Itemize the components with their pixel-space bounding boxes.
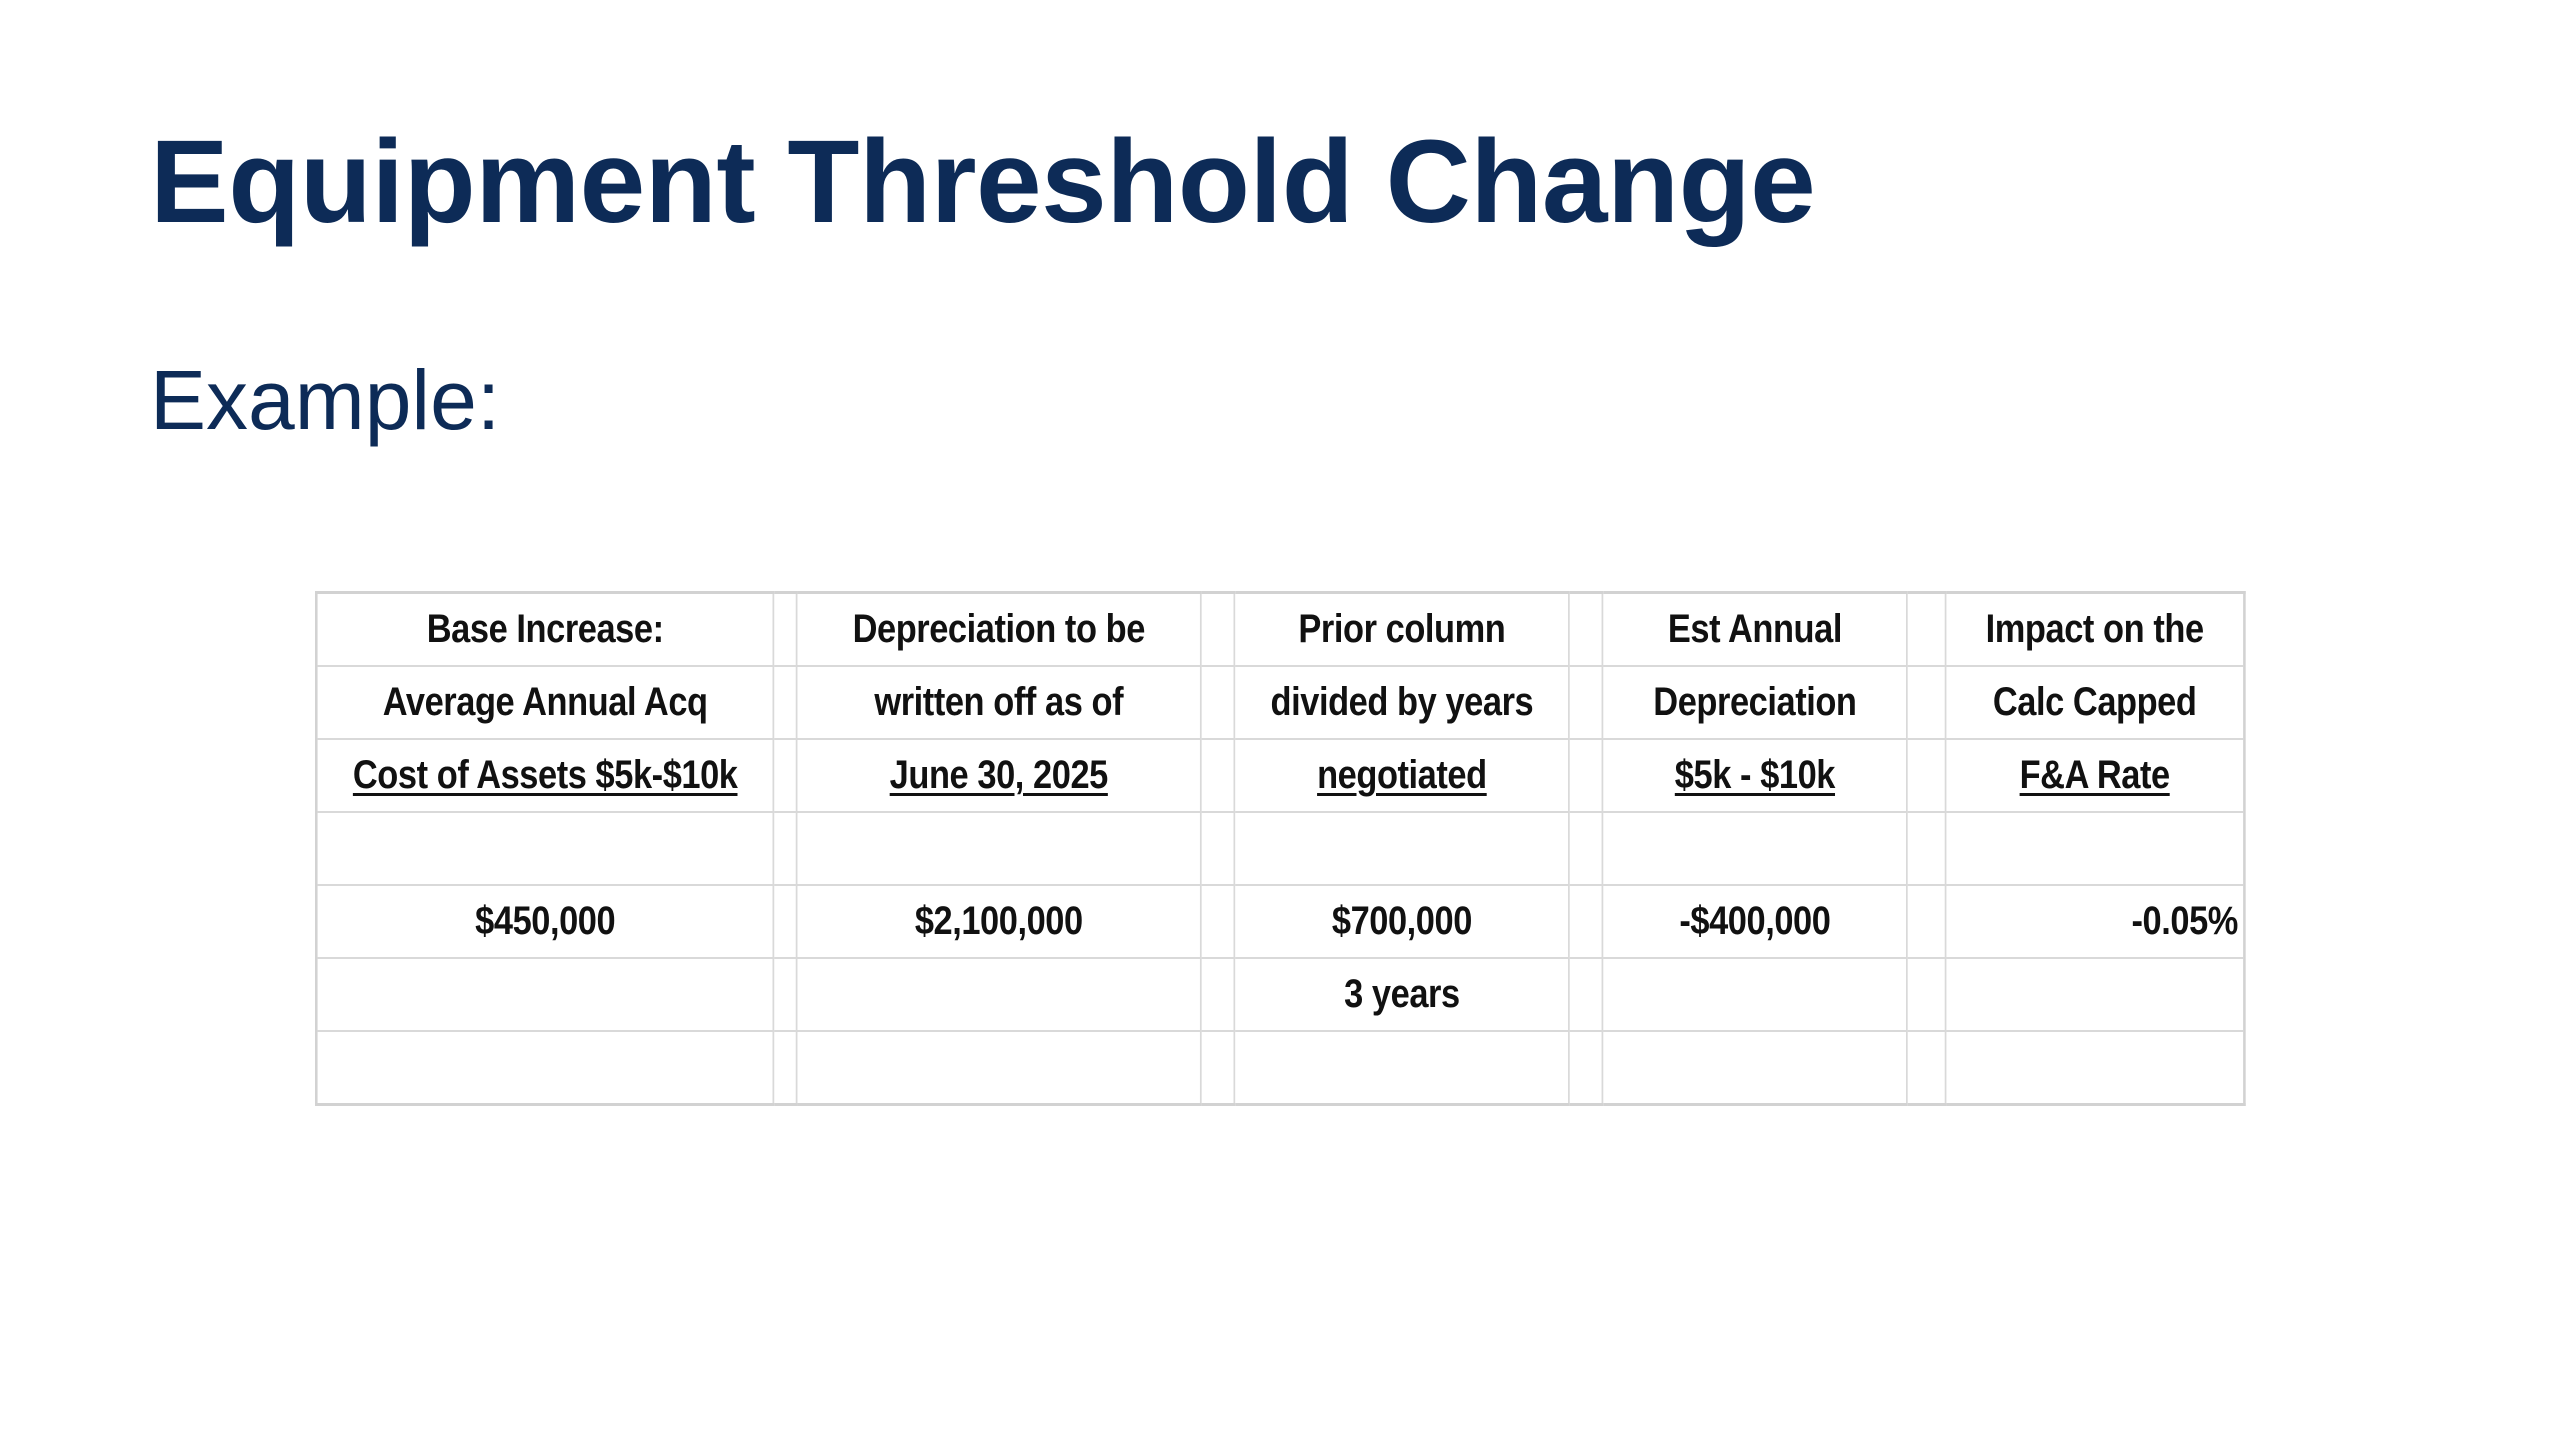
table-spacer-cell: [1201, 812, 1235, 885]
example-table: [315, 591, 2246, 1106]
est-annual-depreciation-value: -$400,000: [1603, 885, 1907, 958]
table-cell: [316, 812, 773, 885]
table-spacer-cell: [1201, 885, 1235, 958]
table-cell: [1945, 739, 2244, 812]
table-cell: [796, 1031, 1201, 1105]
underlined-header-text: $5k - $10k: [1674, 753, 1836, 797]
underlined-header-text: F&A Rate: [2019, 753, 2170, 797]
table-spacer-cell: [1569, 958, 1603, 1031]
table-cell: [1603, 739, 1907, 812]
slide-subtitle: Example:: [150, 353, 501, 447]
underlined-header-text: June 30, 2025: [889, 753, 1108, 797]
table-spacer-cell: [774, 593, 797, 667]
table-cell: Calc Capped: [1945, 666, 2244, 739]
table-cell: [1945, 1031, 2244, 1105]
fa-rate-impact-value: -0.05%: [1945, 885, 2244, 958]
prior-column-divided-value: $700,000: [1235, 885, 1569, 958]
table-spacer-cell: [1201, 666, 1235, 739]
table-cell: [1235, 812, 1569, 885]
table-note-row: [316, 958, 2244, 1031]
table-cell: written off as of: [796, 666, 1201, 739]
table-spacer-cell: [1569, 1031, 1603, 1105]
table-spacer-cell: [1907, 666, 1945, 739]
table-spacer-cell: [1569, 812, 1603, 885]
underlined-header-text: negotiated: [1317, 753, 1487, 797]
table-spacer-cell: [1907, 812, 1945, 885]
table-spacer-cell: [1201, 739, 1235, 812]
underlined-header-text: Cost of Assets $5k-$10k: [352, 753, 738, 797]
table-cell: Est Annual: [1603, 593, 1907, 667]
table-cell: [796, 739, 1201, 812]
table-spacer-cell: [1907, 593, 1945, 667]
table-spacer-cell: [1907, 958, 1945, 1031]
table-spacer-cell: [1569, 666, 1603, 739]
table-cell: [1235, 1031, 1569, 1105]
base-increase-value: $450,000: [316, 885, 773, 958]
table-spacer-cell: [1907, 885, 1945, 958]
table-spacer-cell: [1201, 593, 1235, 667]
table-spacer-cell: [774, 958, 797, 1031]
table-cell: Depreciation: [1603, 666, 1907, 739]
table-cell: Prior column: [1235, 593, 1569, 667]
table-cell: divided by years: [1235, 666, 1569, 739]
table-spacer-cell: [1201, 958, 1235, 1031]
table-cell: Impact on the: [1945, 593, 2244, 667]
table-spacer-cell: [774, 739, 797, 812]
table-spacer-cell: [1569, 593, 1603, 667]
table-cell: [796, 958, 1201, 1031]
table-spacer-cell: [774, 666, 797, 739]
slide-title: Equipment Threshold Change: [150, 116, 1816, 248]
table-spacer-cell: [774, 1031, 797, 1105]
table-cell: [1235, 739, 1569, 812]
table-spacer-cell: [1201, 1031, 1235, 1105]
table-header-row: [316, 739, 2244, 812]
table-spacer-cell: [1907, 739, 1945, 812]
table-cell: [316, 1031, 773, 1105]
depreciation-written-off-value: $2,100,000: [796, 885, 1201, 958]
table-cell: Average Annual Acq: [316, 666, 773, 739]
table-spacer-cell: [1907, 1031, 1945, 1105]
table-cell: [1603, 1031, 1907, 1105]
table-values-row: [316, 885, 2244, 958]
table-spacer-cell: [774, 885, 797, 958]
table-empty-row: [316, 812, 2244, 885]
table-cell: [1945, 958, 2244, 1031]
table-spacer-cell: [774, 812, 797, 885]
table-cell: [316, 739, 773, 812]
table-cell: [1603, 958, 1907, 1031]
table-header-row: [316, 593, 2244, 667]
table-header-row: [316, 666, 2244, 739]
table-cell: [1603, 812, 1907, 885]
table-cell: Depreciation to be: [796, 593, 1201, 667]
example-table-container: [315, 591, 2560, 1106]
table-spacer-cell: [1569, 739, 1603, 812]
table-cell: Base Increase:: [316, 593, 773, 667]
table-spacer-cell: [1569, 885, 1603, 958]
table-cell: [316, 958, 773, 1031]
table-cell: [796, 812, 1201, 885]
table-empty-row: [316, 1031, 2244, 1105]
table-cell: [1945, 812, 2244, 885]
years-negotiated-note: 3 years: [1235, 958, 1569, 1031]
